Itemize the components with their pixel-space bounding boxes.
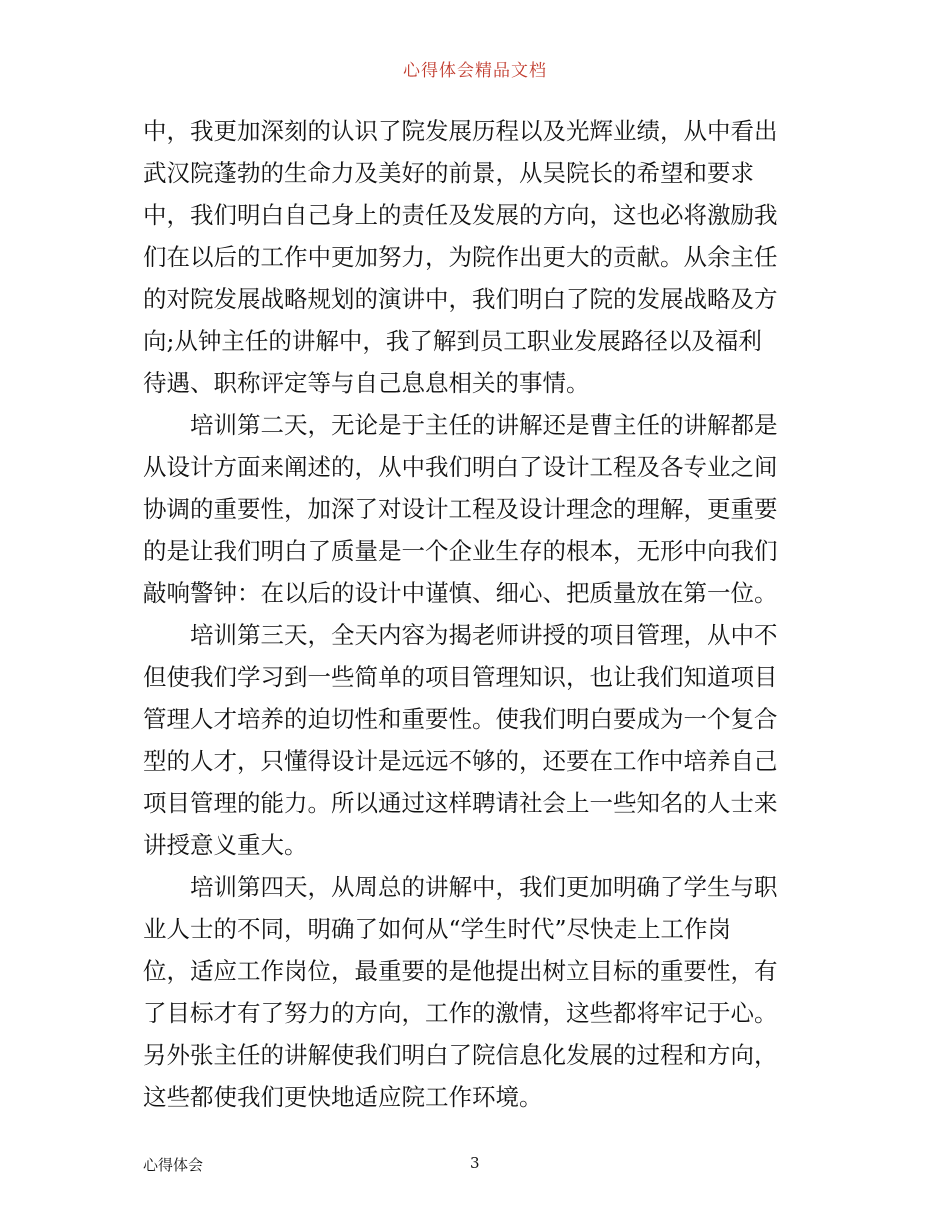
text-line: 待遇、职称评定等与自己息息相关的事情。 [143,369,590,397]
text-line: 武汉院蓬勃的生命力及美好的前景，从吴院长的希望和要求 [143,159,754,187]
text-line: 的对院发展战略规划的演讲中，我们明白了院的发展战略及方 [143,285,778,313]
text-line: 培训第四天，从周总的讲解中，我们更加明确了学生与职 [143,873,778,901]
text-line: 培训第三天，全天内容为揭老师讲授的项目管理，从中不 [143,621,778,649]
text-line: 业人士的不同，明确了如何从“学生时代”尽快走上工作岗 [143,915,732,943]
text-line: 培训第二天，无论是于主任的讲解还是曹主任的讲解都是 [143,411,778,439]
text-line: 们在以后的工作中更加努力，为院作出更大的贡献。从余主任 [143,243,778,271]
text-line: 型的人才，只懂得设计是远远不够的，还要在工作中培养自己 [143,747,778,775]
text-line: 了目标才有了努力的方向，工作的激情，这些都将牢记于心。 [143,999,778,1027]
page-header-title: 心得体会精品文档 [403,61,547,81]
document-body [143,110,813,1118]
text-line: 管理人才培养的迫切性和重要性。使我们明白要成为一个复合 [143,705,778,733]
text-line: 位，适应工作岗位，最重要的是他提出树立目标的重要性，有 [143,957,778,985]
text-line: 敲响警钟：在以后的设计中谨慎、细心、把质量放在第一位。 [143,579,778,607]
text-line: 中，我们明白自己身上的责任及发展的方向，这也必将激励我 [143,201,778,229]
text-line: 从设计方面来阐述的，从中我们明白了设计工程及各专业之间 [143,453,778,481]
text-line: 项目管理的能力。所以通过这样聘请社会上一些知名的人士来 [143,789,778,817]
text-line: 讲授意义重大。 [143,831,308,859]
text-line: 协调的重要性，加深了对设计工程及设计理念的理解，更重要 [143,495,778,523]
text-line: 中，我更加深刻的认识了院发展历程以及光辉业绩，从中看出 [143,117,778,145]
text-line: 的是让我们明白了质量是一个企业生存的根本，无形中向我们 [143,537,778,565]
text-line: 但使我们学习到一些简单的项目管理知识，也让我们知道项目 [143,663,778,691]
text-line: 这些都使我们更快地适应院工作环境。 [143,1083,543,1111]
text-line: 向;从钟主任的讲解中，我了解到员工职业发展路径以及福利 [143,327,762,355]
text-line: 另外张主任的讲解使我们明白了院信息化发展的过程和方向， [143,1041,778,1069]
footer-label: 心得体会 [143,1156,204,1174]
page-number: 3 [470,1154,480,1172]
